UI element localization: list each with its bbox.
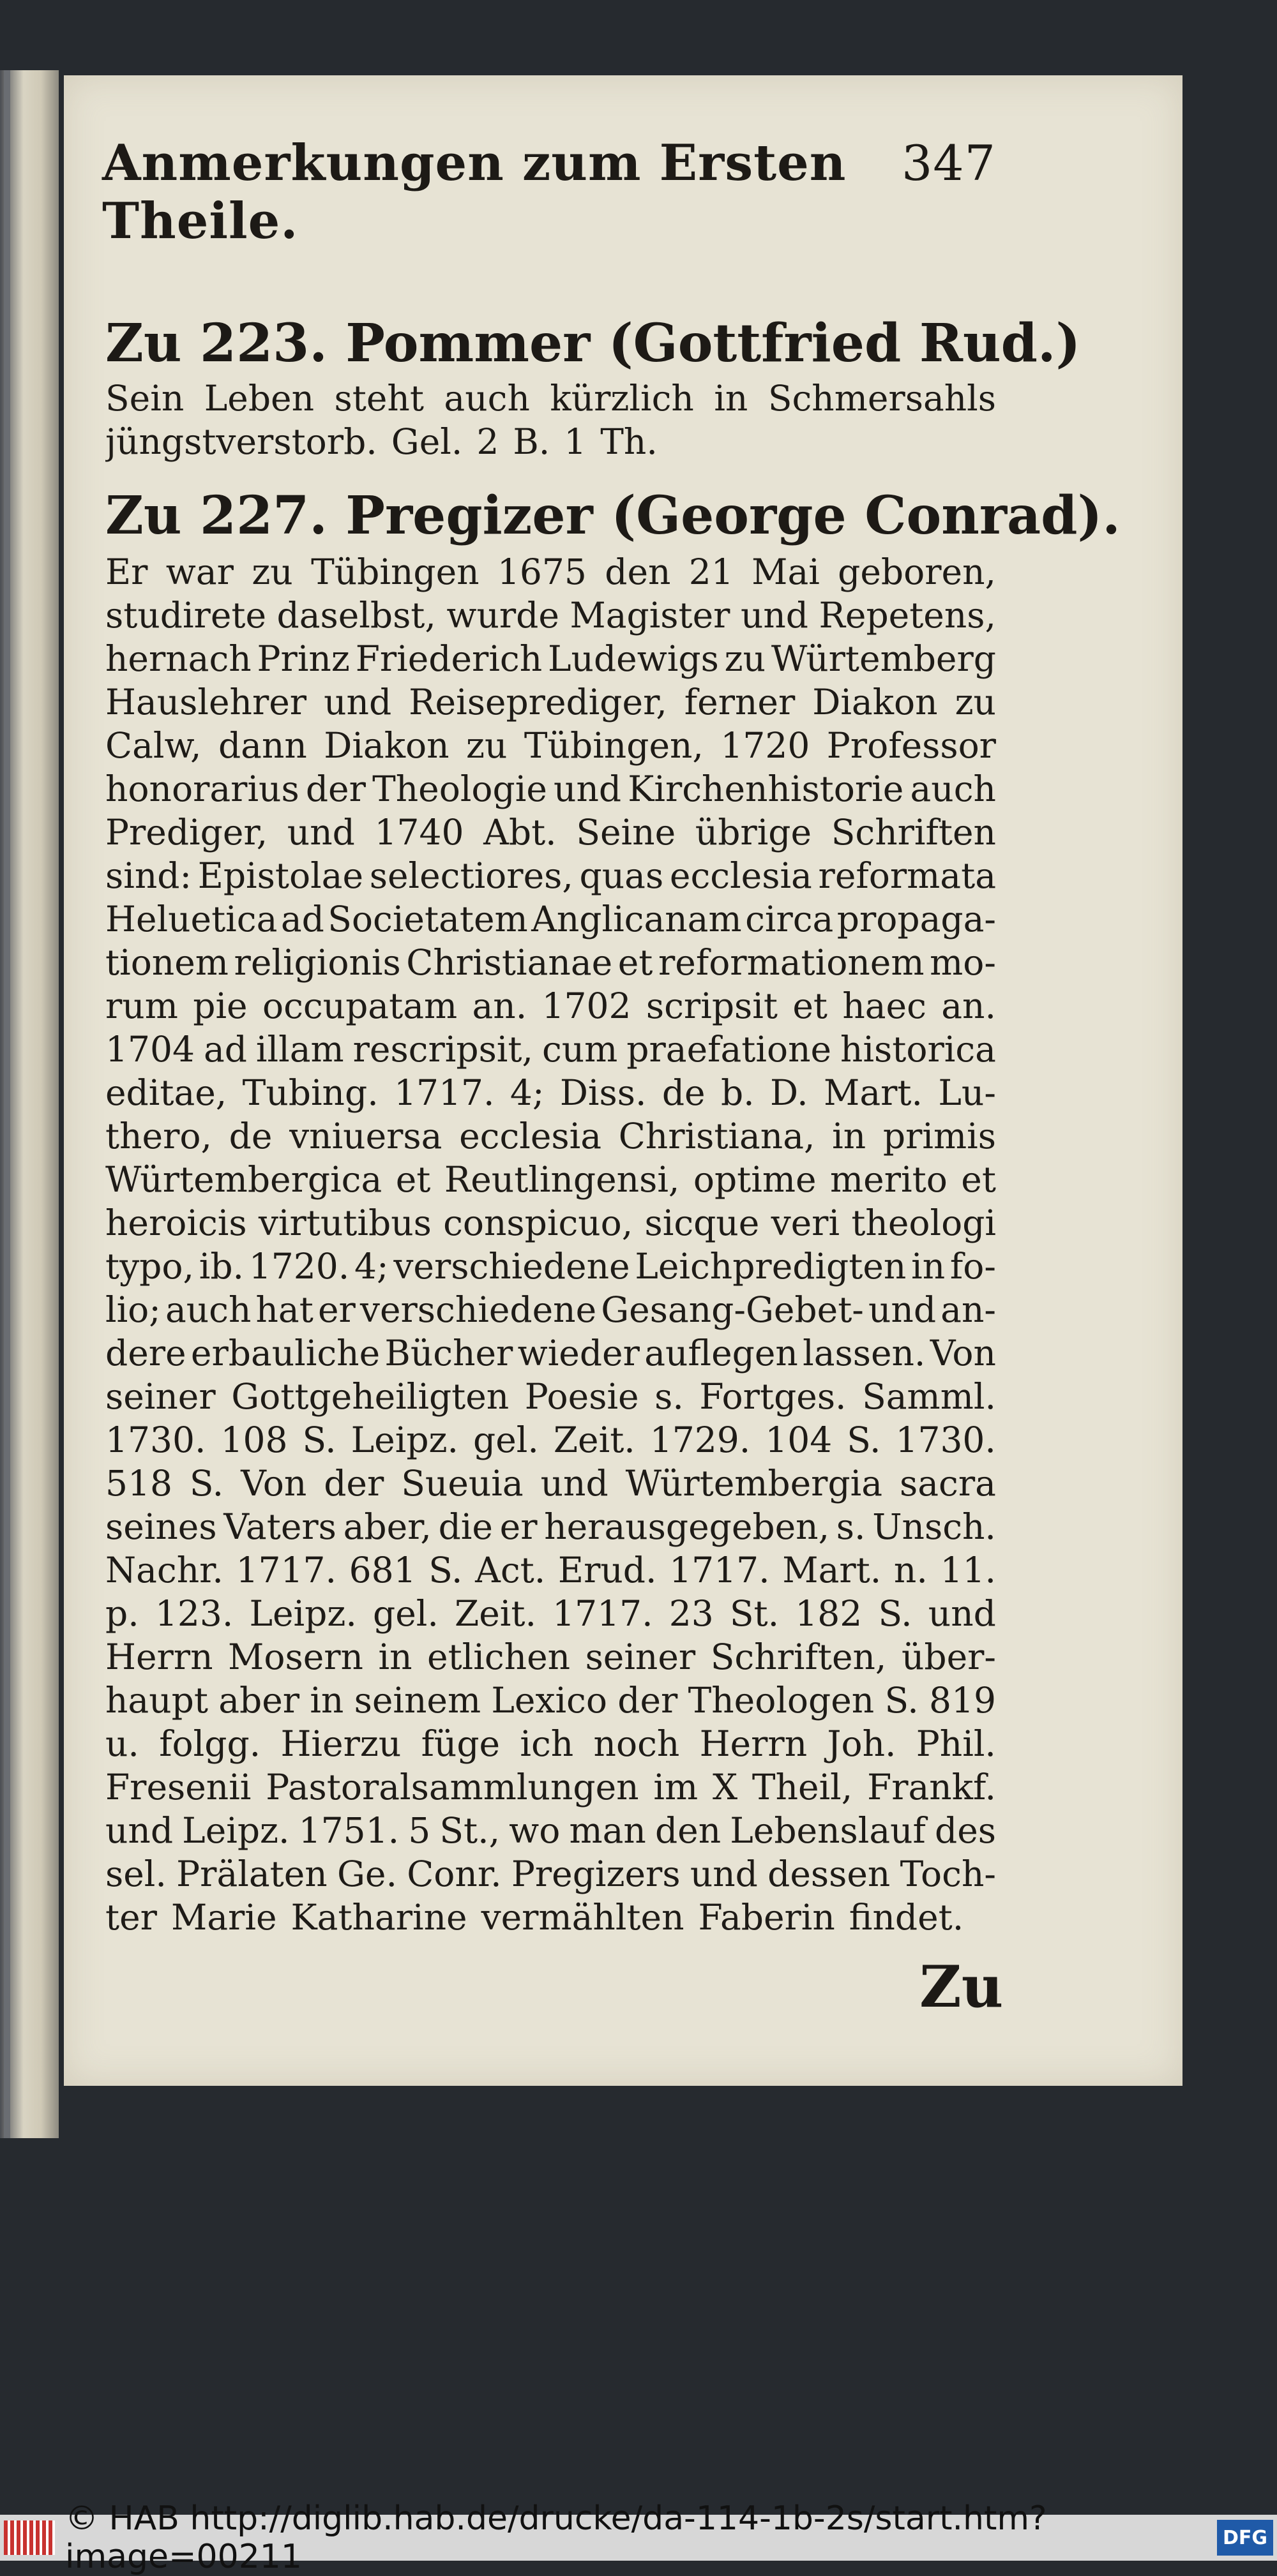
text-line: Herrn Mosern in etlichen seiner Schriften, über- bbox=[105, 1636, 996, 1677]
text-line: u. folgg. Hierzu füge ich noch Herrn Joh. Phil. bbox=[105, 1723, 996, 1764]
text-line: sind: Epistolae selectiores, quas ecclesia reformata bbox=[105, 855, 996, 896]
text-line: typo, ib. 1720. 4; verschiedene Leichpredigten in fo- bbox=[105, 1246, 996, 1287]
text-line: und Leipz. 1751. 5 St., wo man den Lebenslauf des bbox=[105, 1810, 996, 1851]
text-line: Nachr. 1717. 681 S. Act. Erud. 1717. Mart. n. 11. bbox=[105, 1550, 996, 1591]
text-line: Hauslehrer und Reiseprediger, ferner Diakon zu bbox=[105, 682, 996, 723]
text-line: 1704 ad illam rescripsit, cum praefatione historica bbox=[105, 1029, 996, 1070]
book-binding-edge bbox=[4, 70, 10, 2138]
text-line: ter Marie Katharine vermählten Faberin findet. bbox=[105, 1897, 964, 1938]
text-line: Calw, dann Diakon zu Tübingen, 1720 Professor bbox=[105, 725, 996, 766]
text-line: honorarius der Theologie und Kirchenhistorie auch bbox=[105, 768, 996, 809]
text-line: dere erbauliche Bücher wieder auflegen lassen. Von bbox=[105, 1333, 996, 1374]
text-line: Würtembergica et Reutlingensi, optime merito et bbox=[105, 1159, 996, 1200]
footer-bar bbox=[0, 2499, 1277, 2576]
text-line: 518 S. Von der Sueuia und Würtembergia sacra bbox=[105, 1463, 996, 1504]
page-number: 347 bbox=[901, 135, 996, 191]
hab-logo-icon bbox=[4, 2520, 55, 2555]
adjacent-page-edge bbox=[0, 70, 59, 2138]
text-line: haupt aber in seinem Lexico der Theologen S. 819 bbox=[105, 1680, 996, 1721]
text-line: 1730. 108 S. Leipz. gel. Zeit. 1729. 104 S. 1730. bbox=[105, 1419, 996, 1460]
running-title: Anmerkungen zum Ersten Theile. bbox=[102, 134, 847, 250]
text-line: Prediger, und 1740 Abt. Seine übrige Schriften bbox=[105, 812, 996, 853]
text-line: thero, de vniuersa ecclesia Christiana, in primis bbox=[105, 1116, 996, 1157]
dfg-logo-icon: DFG bbox=[1217, 2520, 1273, 2556]
section-body-pregizer bbox=[105, 550, 996, 1939]
section-body-pommer bbox=[105, 377, 996, 463]
text-line: Er war zu Tübingen 1675 den 21 Mai geboren, bbox=[105, 551, 996, 592]
text-line: editae, Tubing. 1717. 4; Diss. de b. D. Mart. Lu- bbox=[105, 1072, 996, 1113]
text-line: seiner Gottgeheiligten Poesie s. Fortges. Samml. bbox=[105, 1376, 996, 1417]
text-line: p. 123. Leipz. gel. Zeit. 1717. 23 St. 182 S. und bbox=[105, 1593, 996, 1634]
text-line: studirete daselbst, wurde Magister und Repetens, bbox=[105, 595, 996, 636]
text-line: heroicis virtutibus conspicuo, sicque veri theologi bbox=[105, 1202, 996, 1243]
text-line: Heluetica ad Societatem Anglicanam circa propaga- bbox=[105, 899, 996, 940]
text-line: seines Vaters aber, die er herausgegeben, s. Unsch. bbox=[105, 1506, 996, 1547]
text-line: tionem religionis Christianae et reformationem mo- bbox=[105, 942, 996, 983]
text-line: hernach Prinz Friederich Ludewigs zu Würtemberg bbox=[105, 638, 996, 679]
text-line: lio; auch hat er verschiedene Gesang-Gebet- und an- bbox=[105, 1289, 996, 1330]
text-line: Sein Leben steht auch kürzlich in Schmersahls bbox=[105, 378, 996, 419]
page-header bbox=[102, 134, 996, 250]
section-heading-pommer: Zu 223. Pommer (Gottfried Rud.) bbox=[105, 313, 1081, 374]
text-line: Fresenii Pastoralsammlungen im X Theil, Frankf. bbox=[105, 1767, 996, 1808]
section-heading-pregizer: Zu 227. Pregizer (George Conrad). bbox=[105, 485, 1121, 546]
text-line: jüngstverstorb. Gel. 2 B. 1 Th. bbox=[105, 421, 658, 462]
catchword: Zu bbox=[919, 1953, 1004, 2021]
footer-credit-link[interactable]: © HAB http://diglib.hab.de/drucke/da-114-1b-2s/start.htm?image=00211 bbox=[65, 2499, 1047, 2576]
text-line: rum pie occupatam an. 1702 scripsit et haec an. bbox=[105, 985, 996, 1026]
text-line: sel. Prälaten Ge. Conr. Pregizers und dessen Toch- bbox=[105, 1853, 996, 1894]
